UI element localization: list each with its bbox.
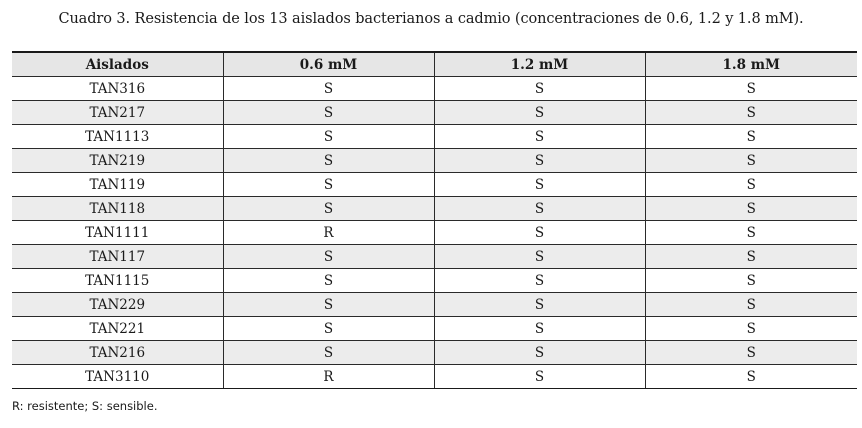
cell-0-6-mm: R xyxy=(223,221,434,245)
cell-0-6-mm: R xyxy=(223,365,434,389)
cell-1-8-mm: S xyxy=(645,197,857,221)
cell-0-6-mm: S xyxy=(223,173,434,197)
header-row xyxy=(12,52,857,77)
table-body xyxy=(12,77,857,389)
table-row xyxy=(12,269,857,293)
cell-1-2-mm: S xyxy=(434,293,645,317)
cell-0-6-mm: S xyxy=(223,269,434,293)
cell-1-2-mm: S xyxy=(434,77,645,101)
table-row xyxy=(12,293,857,317)
table-row xyxy=(12,101,857,125)
cell-1-2-mm: S xyxy=(434,317,645,341)
cell-1-2-mm: S xyxy=(434,101,645,125)
cell-0-6-mm: S xyxy=(223,245,434,269)
cell-isolate: TAN1115 xyxy=(12,269,223,293)
table-row xyxy=(12,77,857,101)
cell-1-2-mm: S xyxy=(434,341,645,365)
cell-isolate: TAN1113 xyxy=(12,125,223,149)
cell-1-2-mm: S xyxy=(434,245,645,269)
table-row xyxy=(12,173,857,197)
cell-1-8-mm: S xyxy=(645,293,857,317)
cell-0-6-mm: S xyxy=(223,341,434,365)
cell-1-8-mm: S xyxy=(645,101,857,125)
cell-isolate: TAN119 xyxy=(12,173,223,197)
cell-1-2-mm: S xyxy=(434,149,645,173)
cell-1-8-mm: S xyxy=(645,269,857,293)
resistance-table xyxy=(12,51,857,389)
table-caption: Cuadro 3. Resistencia de los 13 aislados bacterianos a cadmio (concentraciones de 0.6, 1.2 y 1.8 mM). xyxy=(58,11,804,27)
cell-0-6-mm: S xyxy=(223,101,434,125)
cell-1-2-mm: S xyxy=(434,173,645,197)
cell-isolate: TAN118 xyxy=(12,197,223,221)
cell-1-2-mm: S xyxy=(434,269,645,293)
cell-1-2-mm: S xyxy=(434,125,645,149)
cell-1-8-mm: S xyxy=(645,317,857,341)
header-isolates: Aislados xyxy=(12,52,223,77)
cell-isolate: TAN217 xyxy=(12,101,223,125)
header-1-2-mm: 1.2 mM xyxy=(434,52,645,77)
cell-1-2-mm: S xyxy=(434,197,645,221)
cell-1-8-mm: S xyxy=(645,77,857,101)
table-row xyxy=(12,221,857,245)
cell-isolate: TAN1111 xyxy=(12,221,223,245)
cell-1-8-mm: S xyxy=(645,173,857,197)
cell-1-2-mm: S xyxy=(434,365,645,389)
header-1-8-mm: 1.8 mM xyxy=(645,52,857,77)
header-0-6-mm: 0.6 mM xyxy=(223,52,434,77)
table-row xyxy=(12,317,857,341)
cell-1-8-mm: S xyxy=(645,149,857,173)
cell-1-8-mm: S xyxy=(645,125,857,149)
cell-isolate: TAN221 xyxy=(12,317,223,341)
cell-1-8-mm: S xyxy=(645,365,857,389)
cell-1-2-mm: S xyxy=(434,221,645,245)
table-row xyxy=(12,197,857,221)
cell-1-8-mm: S xyxy=(645,245,857,269)
cell-isolate: TAN316 xyxy=(12,77,223,101)
footnote: R: resistente; S: sensible. xyxy=(12,399,158,413)
table-row xyxy=(12,365,857,389)
cell-0-6-mm: S xyxy=(223,317,434,341)
cell-0-6-mm: S xyxy=(223,77,434,101)
cell-0-6-mm: S xyxy=(223,125,434,149)
cell-isolate: TAN229 xyxy=(12,293,223,317)
cell-isolate: TAN3110 xyxy=(12,365,223,389)
cell-isolate: TAN117 xyxy=(12,245,223,269)
cell-1-8-mm: S xyxy=(645,221,857,245)
table-row xyxy=(12,341,857,365)
cell-0-6-mm: S xyxy=(223,197,434,221)
table-row xyxy=(12,125,857,149)
cell-0-6-mm: S xyxy=(223,293,434,317)
cell-isolate: TAN219 xyxy=(12,149,223,173)
cell-1-8-mm: S xyxy=(645,341,857,365)
cell-isolate: TAN216 xyxy=(12,341,223,365)
table-row xyxy=(12,245,857,269)
table-row xyxy=(12,149,857,173)
cell-0-6-mm: S xyxy=(223,149,434,173)
